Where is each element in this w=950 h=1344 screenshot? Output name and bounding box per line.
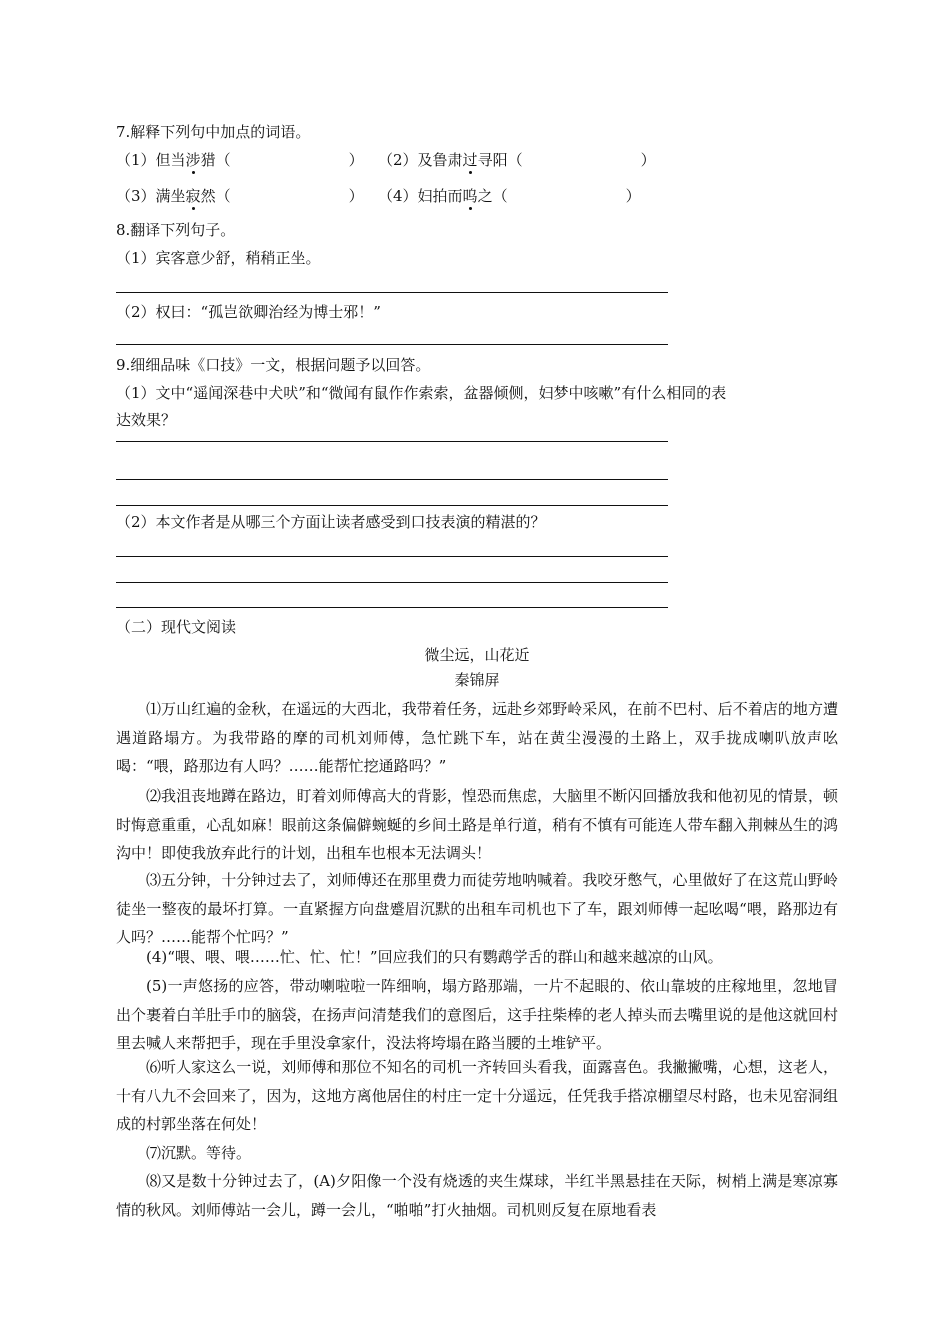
q8-title: 8.翻译下列句子。 — [116, 221, 236, 239]
q7-item-2 — [378, 150, 656, 170]
q7-item-2-post: 寻阳（ — [477, 151, 523, 169]
paragraph-1: ⑴万山红遍的金秋，在遥远的大西北，我带着任务，远赴乡郊野岭采风，在前不巴村、后不着店的地方遭遇道路塌方。为我带路的摩的司机刘师傅，急忙跳下车，站在黄尘漫漫的土路上，双手拢成喇叭放声吆喝：“喂，路那边有人吗？……能帮忙挖通路吗？” — [116, 700, 838, 775]
q7-item-3 — [116, 186, 364, 206]
q8-answer-line-1[interactable] — [116, 292, 668, 293]
paragraph-3: ⑶五分钟，十分钟过去了，刘师傅还在那里费力而徒劳地呐喊着。我咬牙憋气，心里做好了在这荒山野岭徒坐一整夜的最坏打算。一直紧握方向盘蹙眉沉默的出租车司机也下了车，跟刘师傅一起吆喝“喂，路那边有人吗？……能帮个忙吗？” — [116, 871, 838, 946]
q9-answer-line-5[interactable] — [116, 582, 668, 583]
q7-item-4 — [378, 186, 641, 206]
q7-item-1-close: ） — [348, 151, 364, 169]
paragraph-7: ⑺沉默。等待。 — [146, 1144, 252, 1162]
q9-answer-line-6[interactable] — [116, 607, 668, 608]
q7-item-1-post: 猎（ — [200, 151, 231, 169]
article-author: 秦锦屏 — [454, 671, 500, 689]
section-heading: （二）现代文阅读 — [116, 618, 237, 636]
q9-answer-line-3[interactable] — [116, 505, 668, 506]
q7-item-3-pre: （3）满坐 — [116, 187, 186, 205]
q9-answer-line-4[interactable] — [116, 556, 668, 557]
q7-title: 7.解释下列句中加点的词语。 — [116, 123, 311, 141]
q9-sub-1-line-1: （1）文中“遥闻深巷中犬吠”和“微闻有鼠作作索索，盆器倾侧，妇梦中咳嗽”有什么相同的表 — [116, 384, 727, 402]
q9-sub-2: （2）本文作者是从哪三个方面让读者感受到口技表演的精湛的？ — [116, 513, 546, 531]
paragraph-8: ⑻又是数十分钟过去了，(A)夕阳像一个没有烧透的夹生煤球，半红半黑悬挂在天际，树梢上满是寒凉寡情的秋风。刘师傅站一会儿，蹲一会儿，“啪啪”打火抽烟。司机则反复在原地看表 — [116, 1172, 838, 1219]
paragraph-6: ⑹听人家这么一说，刘师傅和那位不知名的司机一齐转回头看我，面露喜色。我撇撇嘴，心想，这老人，十有八九不会回来了，因为，这地方离他居住的村庄一定十分遥远，任凭我手搭凉棚望尽村路，也未见窑洞组成的村郭坐落在何处！ — [116, 1058, 838, 1133]
q9-sub-1-line-2: 达效果？ — [116, 411, 177, 429]
q7-item-4-post: 之（ — [477, 187, 508, 205]
q7-item-2-close: ） — [640, 151, 656, 169]
q7-item-1-pre: （1）但当 — [116, 151, 186, 169]
q7-item-3-post: 然（ — [200, 187, 231, 205]
q9-answer-line-2[interactable] — [116, 479, 668, 480]
q7-item-4-close: ） — [625, 187, 641, 205]
paragraph-5: (5)一声悠扬的应答，带动喇啦啦一阵细响，塌方路那端，一片不起眼的、依山靠坡的庄稼地里，忽地冒出个裹着白羊肚手巾的脑袋，在扬声问清楚我们的意图后，这手拄柴棒的老人掉头而去嘴里说的是他这就回村里去喊人来帮把手，现在手里没拿家什，没法将垮塌在路当腰的土堆铲平。 — [116, 977, 838, 1052]
article-title: 微尘远，山花近 — [424, 646, 530, 664]
q9-answer-line-1[interactable] — [116, 441, 668, 442]
q7-item-3-dotted: 寂 — [185, 187, 201, 205]
q8-sentence-2: （2）权曰：“孤岂欲卿治经为博士邪！” — [116, 303, 381, 321]
q9-title: 9.细细品味《口技》一文，根据问题予以回答。 — [116, 356, 431, 374]
paragraph-4: (4)“喂、喂、喂……忙、忙、忙！”回应我们的只有鹦鹉学舌的群山和越来越凉的山风。 — [146, 948, 723, 966]
q7-item-1 — [116, 150, 364, 170]
q7-item-4-pre: （4）妇拍而 — [378, 187, 463, 205]
q7-item-1-dotted: 涉 — [185, 151, 201, 169]
q8-sentence-1: （1）宾客意少舒，稍稍正坐。 — [116, 249, 321, 267]
q7-item-3-close: ） — [348, 187, 364, 205]
paragraph-2: ⑵我沮丧地蹲在路边，盯着刘师傅高大的背影，惶恐而焦虑，大脑里不断闪回播放我和他初见的情景，顿时悔意重重，心乱如麻！眼前这条偏僻蜿蜒的乡间土路是单行道，稍有不慎有可能连人带车翻入荆棘丛生的鸿沟中！即使我放弃此行的计划，出租车也根本无法调头！ — [116, 787, 838, 862]
q7-item-4-dotted: 呜 — [462, 187, 478, 205]
q8-answer-line-2[interactable] — [116, 344, 668, 345]
q7-item-2-pre: （2）及鲁肃 — [378, 151, 463, 169]
q7-item-2-dotted: 过 — [462, 151, 478, 169]
